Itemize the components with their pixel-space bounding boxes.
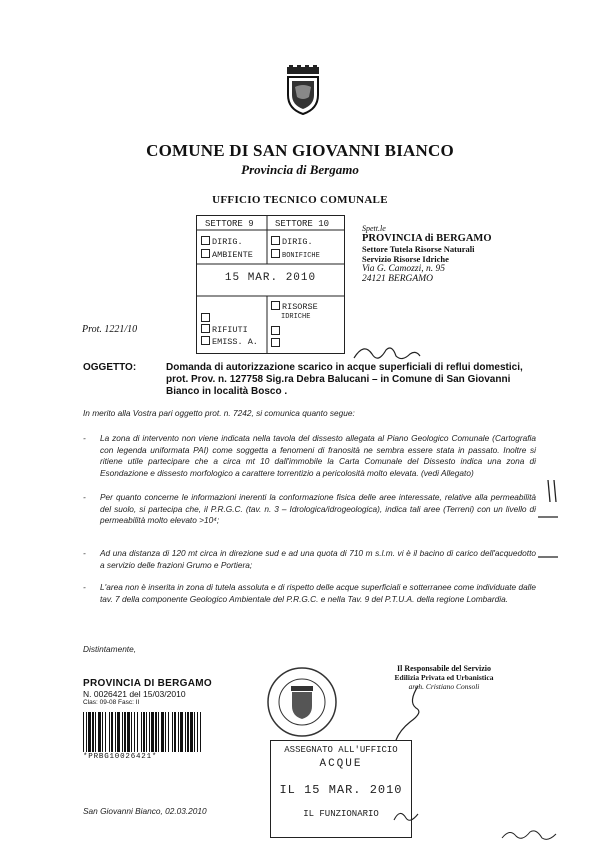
stamp-settore10: SETTORE 10	[275, 219, 330, 229]
margin-mark-icon	[545, 478, 559, 504]
bullet-dash: -	[83, 548, 86, 558]
stamp-box-2	[271, 326, 282, 337]
responsabile-block	[344, 664, 544, 691]
stamp-dirig2: DIRIG.	[271, 236, 313, 247]
barcode-bar	[124, 712, 126, 752]
comune-title: COMUNE DI SAN GIOVANNI BIANCO	[146, 141, 454, 160]
bullet-paragraph-4: L'area non è inserita in zona di tutela assoluta e di rispetto delle acque superficiali e sotterranee come individuate dalle tav. 7 della componente Geologico Ambientale del P.R.G.C. e nella Tav. 9 del P.T.U.A. della regione Lombardia.	[100, 582, 536, 604]
stamp-bonifiche: BONIFICHE	[271, 249, 320, 260]
stamp-rifiuti: RIFIUTI	[201, 324, 248, 335]
signature-scribble-3	[500, 826, 560, 844]
barcode-bar	[151, 712, 154, 752]
responsabile-line3: arch. Cristiano Consoli	[408, 682, 480, 691]
protocol-stamp-clas: Clas: 09-08 Fasc: II	[83, 699, 140, 706]
barcode-bar	[86, 712, 87, 752]
barcode-bar	[165, 712, 166, 752]
barcode-bar	[115, 712, 116, 752]
barcode-bar	[168, 712, 169, 752]
stamp-ambiente: AMBIENTE	[201, 249, 253, 260]
oggetto-label: OGGETTO:	[83, 362, 137, 373]
provincia-subtitle: Provincia di Bergamo	[241, 162, 359, 177]
bullet-dash: -	[83, 492, 86, 502]
assegnato-line4: IL FUNZIONARIO	[303, 809, 379, 819]
barcode-bar	[197, 712, 198, 752]
bullet-paragraph-1: La zona di intervento non viene indicata nella tavola del dissesto allegata al Piano Geologico Comunale (Cartografia con legenda uniformata PAI) come soggetta a fenomeni di franosità ne sembra essere stata in passato. Inoltre si ritiene utile partecipare che a circa mt 10 dall'immobile la Carta Comunale del Dissesto indica una zona di Esondazione e dissesto morfologico a carattere torrentizio a pericolosità molto elevata. (vedi Allegato)	[100, 433, 536, 478]
barcode-bar	[190, 712, 193, 752]
address-line4: Via G. Camozzi, n. 95	[362, 264, 445, 274]
oggetto-text: Domanda di autorizzazione scarico in acque superficiali di reflui domestici, prot. Prov. n. 127758 Sig.ra Debra Balucani – in Comune di San Giovanni Bianco in località Bosco .	[166, 362, 523, 397]
barcode-icon	[83, 712, 203, 752]
barcode-bar	[187, 712, 189, 752]
barcode-bar	[98, 712, 101, 752]
barcode-bar	[194, 712, 195, 752]
ufficio-heading: UFFICIO TECNICO COMUNALE	[212, 194, 388, 206]
initials-scribble	[392, 806, 422, 826]
barcode-bar	[146, 712, 147, 752]
bullet-dash: -	[83, 433, 86, 443]
stamp-box-3	[271, 338, 282, 349]
distinti-text: Distintamente,	[83, 644, 137, 654]
stamp-date: 15 MAR. 2010	[224, 272, 317, 284]
barcode-bar	[122, 712, 123, 752]
protocol-stamp-title: PROVINCIA DI BERGAMO	[83, 678, 212, 689]
barcode-bar	[172, 712, 173, 752]
barcode-bar	[105, 712, 106, 752]
bullet-paragraph-2: Per quanto concerne le informazioni inerenti la conformazione fisica delle aree interessate, relative alla permeabilità del suolo, si partecipa che, il P.R.G.C. (tav. n. 3 – Idrologica/idrogeologica), indica tali aree (Terreni) con un livello di permeabilità molto elevato >10⁴;	[100, 492, 536, 526]
round-seal-icon	[266, 666, 338, 738]
stamp-emiss: EMISS. A.	[201, 336, 258, 347]
assegnato-date: IL 15 MAR. 2010	[279, 783, 403, 797]
barcode-bar	[131, 712, 132, 752]
coat-of-arms-icon	[283, 65, 323, 115]
stamp-settore9: SETTORE 9	[205, 219, 254, 229]
responsabile-line1: Il Responsabile del Servizio	[396, 664, 491, 673]
barcode-bar	[141, 712, 142, 752]
barcode-bar	[117, 712, 120, 752]
settore-stamp	[196, 215, 345, 354]
protocol-number: Prot. 1221/10	[82, 324, 138, 335]
stamp-idriche: IDRICHE	[281, 313, 311, 321]
responsabile-line2: Edilizia Privata ed Urbanistica	[394, 673, 494, 682]
barcode-bar	[109, 712, 110, 752]
closing-place-date: San Giovanni Bianco, 02.03.2010	[83, 806, 207, 816]
barcode-bar	[161, 712, 164, 752]
barcode-bar	[158, 712, 159, 752]
barcode-bar	[134, 712, 135, 752]
margin-dash-icon	[536, 512, 560, 522]
protocol-stamp-number: N. 0026421 del 15/03/2010	[83, 689, 186, 699]
assegnato-line2: ACQUE	[319, 758, 363, 770]
barcode-bar	[102, 712, 103, 752]
stamp-box-empty	[201, 313, 212, 324]
barcode-text: *PRBG10026421*	[83, 753, 158, 761]
stamp-risorse: RISORSE	[271, 301, 318, 312]
recipient-address	[362, 224, 582, 284]
barcode-bar	[185, 712, 186, 752]
barcode-bar	[137, 712, 138, 752]
barcode-bar	[155, 712, 157, 752]
bullet-paragraph-3: Ad una distanza di 120 mt circa in direzione sud e ad una quota di 710 m s.l.m. vi è il bacino di carico dell'acquedotto a servizio delle frazioni Grumo e Portiera;	[100, 548, 536, 570]
address-line1: PROVINCIA di BERGAMO	[362, 233, 492, 244]
barcode-bar	[174, 712, 176, 752]
barcode-bar	[178, 712, 179, 752]
margin-dash-icon	[536, 552, 560, 562]
address-spett: Spett.le	[362, 224, 386, 233]
assegnato-line1: ASSEGNATO ALL'UFFICIO	[284, 745, 398, 755]
barcode-bar	[127, 712, 130, 752]
barcode-bar	[200, 712, 201, 752]
barcode-bar	[88, 712, 91, 752]
bullet-dash: -	[83, 582, 86, 592]
barcode-bar	[111, 712, 113, 752]
barcode-bar	[180, 712, 183, 752]
stamp-dirig: DIRIG.	[201, 236, 243, 247]
address-line3: Servizio Risorse Idriche	[362, 254, 449, 264]
intro-text: In merito alla Vostra pari oggetto prot. n. 7242, si comunica quanto segue:	[83, 408, 355, 418]
signature-scribble-2	[388, 682, 438, 742]
barcode-bar	[92, 712, 94, 752]
address-line5: 24121 BERGAMO	[362, 274, 433, 284]
provincia-protocol-stamp	[83, 678, 223, 706]
barcode-bar	[95, 712, 96, 752]
address-line2: Settore Tutela Risorse Naturali	[362, 244, 475, 254]
barcode-bar	[149, 712, 150, 752]
assegnato-stamp	[270, 740, 412, 838]
barcode-bar	[83, 712, 84, 752]
barcode-bar	[143, 712, 145, 752]
